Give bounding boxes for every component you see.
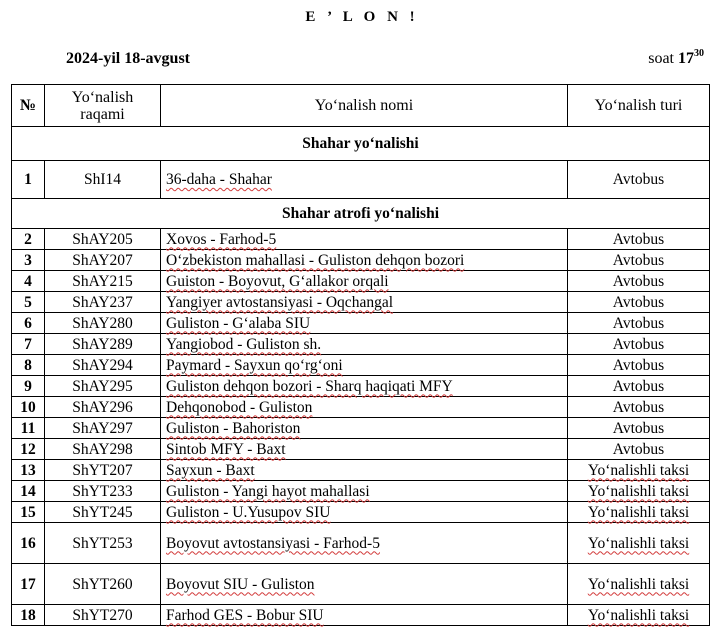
row-number: 11 [12, 418, 45, 439]
row-route-code: ShYT253 [45, 523, 161, 564]
table-row [12, 313, 710, 334]
table-row [12, 564, 710, 605]
time-minutes: 30 [694, 48, 704, 59]
row-route-type-text: Yo‘nalishli taksi [587, 606, 690, 624]
row-route-code: ShAY205 [45, 229, 161, 250]
row-route-name-text: Guliston - U.Yusupov SIU [166, 503, 331, 521]
row-number: 16 [12, 523, 45, 564]
row-route-code: ShAY298 [45, 439, 161, 460]
row-number: 13 [12, 460, 45, 481]
table-row [12, 605, 710, 626]
row-number: 6 [12, 313, 45, 334]
section-suburban: Shahar atrofi yo‘nalishi [12, 199, 710, 229]
row-route-code: ShAY297 [45, 418, 161, 439]
row-route-name-text: Guliston dehqon bozori - Sharq haqiqati MFY [166, 377, 453, 395]
row-route-name [161, 523, 568, 564]
row-route-name-text: Yangiyer avtostansiyasi - Oqchangal [166, 293, 394, 311]
row-route-type-text: Yo‘nalishli taksi [587, 575, 690, 593]
row-number: 15 [12, 502, 45, 523]
table-row [12, 161, 710, 199]
table-row [12, 523, 710, 564]
row-number: 7 [12, 334, 45, 355]
row-route-name [161, 229, 568, 250]
row-route-name [161, 439, 568, 460]
row-route-name [161, 460, 568, 481]
row-route-name-text: Farhod GES - Bobur SIU [166, 606, 324, 624]
row-route-code: ShYT245 [45, 502, 161, 523]
row-number: 10 [12, 397, 45, 418]
row-route-type: Avtobus [568, 376, 710, 397]
row-route-type: Avtobus [568, 418, 710, 439]
row-route-name-text: O‘zbekiston mahallasi - Guliston dehqon bozori [166, 251, 465, 269]
header-row [12, 85, 710, 127]
table-row [12, 229, 710, 250]
row-number: 3 [12, 250, 45, 271]
row-route-type [568, 564, 710, 605]
row-route-name [161, 502, 568, 523]
routes-table [11, 84, 710, 626]
header-code: Yo‘nalish raqami [45, 85, 161, 127]
row-route-name [161, 418, 568, 439]
row-route-name [161, 605, 568, 626]
row-route-type: Avtobus [568, 439, 710, 460]
row-route-type [568, 523, 710, 564]
row-route-type: Avtobus [568, 271, 710, 292]
row-route-code: ShAY294 [45, 355, 161, 376]
row-route-type: Avtobus [568, 161, 710, 199]
row-number: 8 [12, 355, 45, 376]
table-row [12, 250, 710, 271]
row-route-name [161, 355, 568, 376]
row-route-name-text: Guliston - Yangi hayot mahallasi [166, 482, 370, 500]
announcement-date: 2024-yil 18-avgust [66, 50, 190, 67]
row-route-name [161, 250, 568, 271]
row-route-name [161, 271, 568, 292]
row-route-name-text: Yangiobod - Guliston sh. [166, 335, 322, 353]
row-number: 1 [12, 161, 45, 199]
row-route-code: ShAY280 [45, 313, 161, 334]
row-route-code: ShYT260 [45, 564, 161, 605]
row-route-code: ShAY215 [45, 271, 161, 292]
table-row [12, 439, 710, 460]
row-route-code: ShAY237 [45, 292, 161, 313]
row-route-code: ShAY295 [45, 376, 161, 397]
row-route-name-text: Boyovut avtostansiyasi - Farhod-5 [166, 534, 380, 552]
row-route-type: Avtobus [568, 313, 710, 334]
row-number: 12 [12, 439, 45, 460]
row-route-type [568, 502, 710, 523]
row-route-name-text: Sintob MFY - Baxt [166, 440, 286, 458]
row-route-type-text: Yo‘nalishli taksi [587, 482, 690, 500]
row-route-type: Avtobus [568, 250, 710, 271]
row-route-code: ShAY296 [45, 397, 161, 418]
row-route-name [161, 334, 568, 355]
row-route-name-text: Guiston - Boyovut, G‘allakor orqali [166, 272, 389, 290]
time-prefix: soat [648, 50, 678, 67]
table-row [12, 481, 710, 502]
row-route-name-text: Paymard - Sayxun qo‘rg‘oni [166, 356, 343, 374]
row-route-name-text: Dehqonobod - Guliston [166, 398, 313, 416]
row-route-name-text: Guliston - Bahoriston [166, 419, 301, 437]
table-row [12, 292, 710, 313]
row-route-name-text: 36-daha - Shahar [166, 171, 272, 188]
table-row [12, 355, 710, 376]
row-route-name [161, 397, 568, 418]
row-number: 14 [12, 481, 45, 502]
row-route-type: Avtobus [568, 334, 710, 355]
row-route-code: ShYT270 [45, 605, 161, 626]
section-row-city [12, 127, 710, 161]
row-route-name-text: Sayxun - Baxt [166, 461, 255, 479]
table-row [12, 397, 710, 418]
row-number: 18 [12, 605, 45, 626]
table-row [12, 460, 710, 481]
row-route-type: Avtobus [568, 355, 710, 376]
section-city: Shahar yo‘nalishi [12, 127, 710, 161]
row-route-name [161, 376, 568, 397]
row-route-name [161, 313, 568, 334]
row-route-code: ShYT233 [45, 481, 161, 502]
row-route-name-text: Guliston - G‘alaba SIU [166, 314, 311, 332]
time-hour: 17 [678, 50, 694, 67]
row-route-code: ShAY207 [45, 250, 161, 271]
row-route-type-text: Yo‘nalishli taksi [587, 461, 690, 479]
header-num: № [12, 85, 45, 127]
header-name: Yo‘nalish nomi [161, 85, 568, 127]
row-route-type-text: Yo‘nalishli taksi [587, 534, 690, 552]
row-number: 2 [12, 229, 45, 250]
announcement-title: E ’ L O N ! [305, 9, 419, 25]
row-route-code: ShYT207 [45, 460, 161, 481]
table-row [12, 271, 710, 292]
row-number: 5 [12, 292, 45, 313]
row-route-name [161, 481, 568, 502]
row-route-type [568, 460, 710, 481]
row-route-name [161, 564, 568, 605]
row-route-name [161, 161, 568, 199]
table-row [12, 376, 710, 397]
row-route-type [568, 481, 710, 502]
announcement-time [648, 48, 704, 68]
header-type: Yo‘nalish turi [568, 85, 710, 127]
row-route-name [161, 292, 568, 313]
section-row-suburban [12, 199, 710, 229]
row-route-name-text: Xovos - Farhod-5 [166, 230, 277, 248]
row-route-type: Avtobus [568, 229, 710, 250]
row-route-type: Avtobus [568, 292, 710, 313]
row-number: 4 [12, 271, 45, 292]
row-number: 17 [12, 564, 45, 605]
row-route-code: ShAY289 [45, 334, 161, 355]
table-row [12, 418, 710, 439]
row-number: 9 [12, 376, 45, 397]
row-route-type [568, 605, 710, 626]
table-row [12, 502, 710, 523]
row-route-code: ShI14 [45, 161, 161, 199]
row-route-type: Avtobus [568, 397, 710, 418]
row-route-name-text: Boyovut SIU - Guliston [166, 575, 315, 593]
row-route-type-text: Yo‘nalishli taksi [587, 503, 690, 521]
table-row [12, 334, 710, 355]
